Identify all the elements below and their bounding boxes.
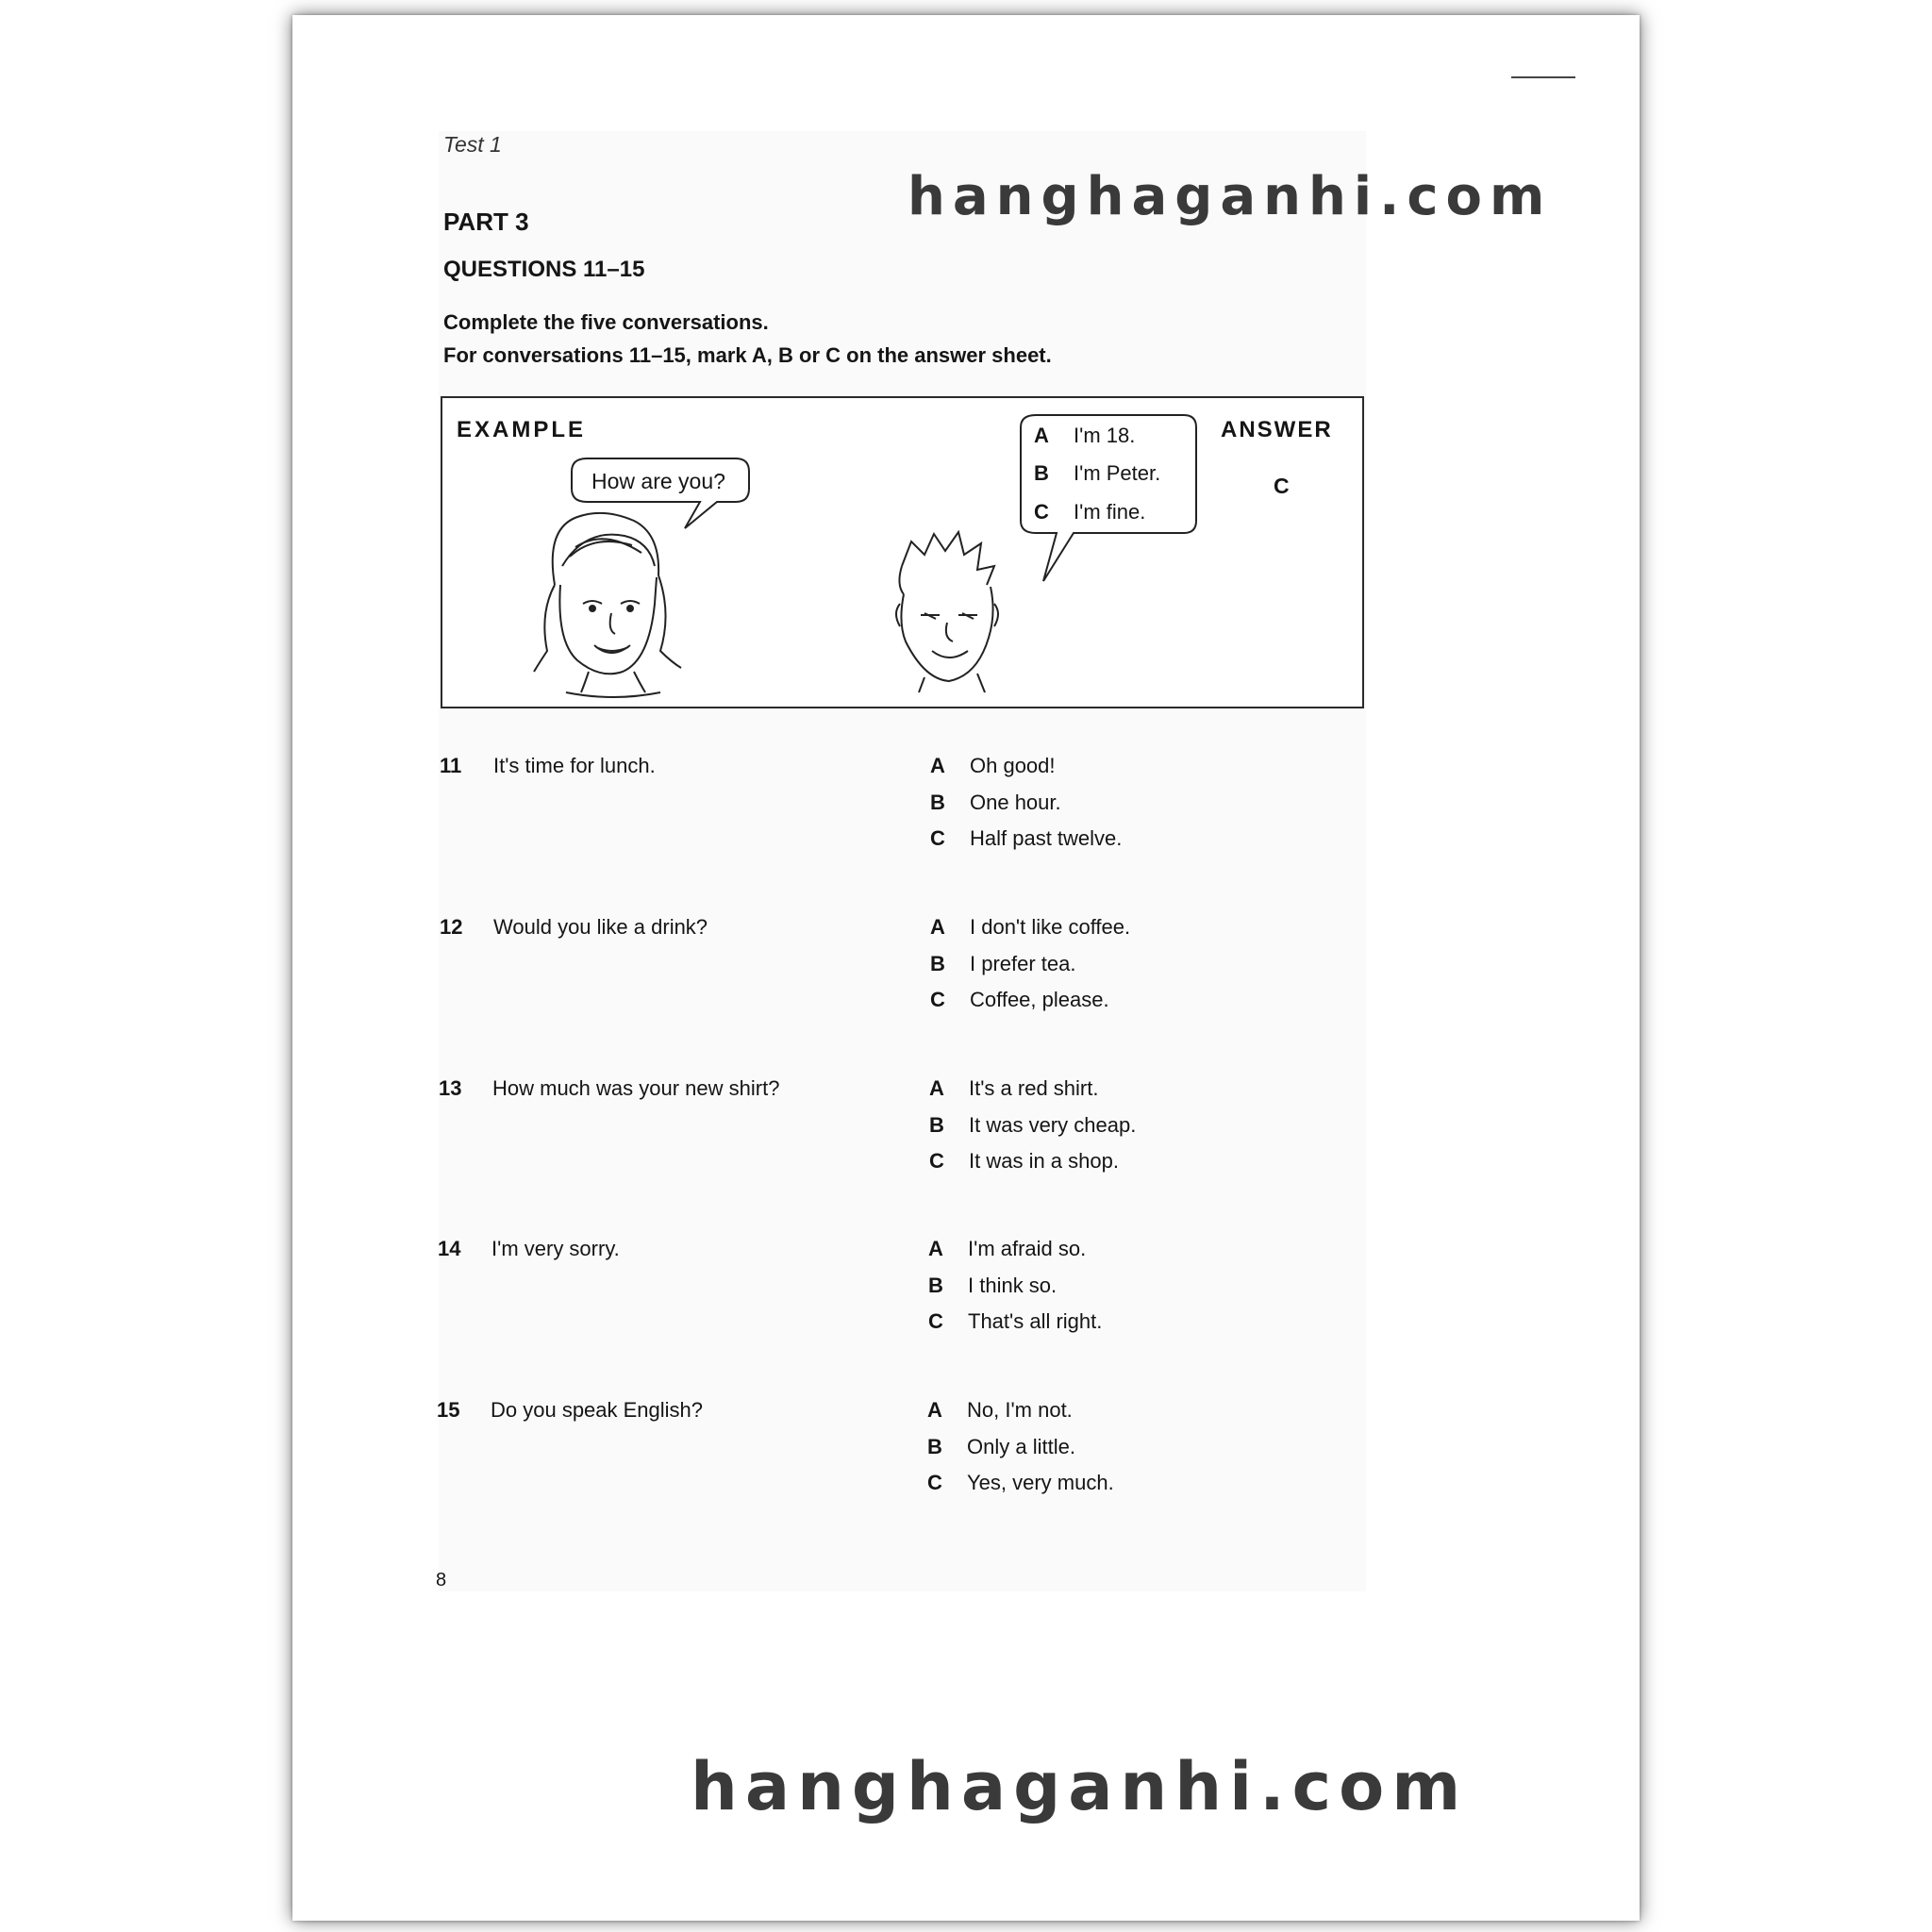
option-text: Coffee, please. bbox=[970, 988, 1109, 1011]
option-letter: B bbox=[928, 1274, 943, 1297]
example-option-letter: C bbox=[1034, 500, 1049, 524]
example-option-text: I'm Peter. bbox=[1074, 461, 1161, 485]
question-number: 14 bbox=[438, 1237, 461, 1260]
question-text: I'm very sorry. bbox=[491, 1237, 620, 1260]
woman-face-icon bbox=[534, 513, 681, 697]
option-letter: B bbox=[930, 791, 945, 814]
example-option-text: I'm 18. bbox=[1074, 424, 1136, 447]
option-text: It was in a shop. bbox=[969, 1149, 1119, 1173]
option-text: One hour. bbox=[970, 791, 1061, 814]
option-letter: A bbox=[927, 1398, 942, 1422]
option-text: I'm afraid so. bbox=[968, 1237, 1087, 1260]
watermark-top: hanghaganhi.com bbox=[908, 166, 1553, 227]
part-title: PART 3 bbox=[443, 208, 529, 236]
option-letter: A bbox=[930, 915, 945, 939]
option-letter: C bbox=[929, 1149, 944, 1173]
option-letter: A bbox=[928, 1237, 943, 1260]
option-letter: C bbox=[930, 826, 945, 850]
option-text: Only a little. bbox=[967, 1435, 1075, 1458]
question-number: 15 bbox=[437, 1398, 460, 1422]
question-text: Do you speak English? bbox=[491, 1398, 704, 1422]
man-face-icon bbox=[896, 532, 998, 692]
example-label: EXAMPLE bbox=[457, 417, 587, 442]
question-text: How much was your new shirt? bbox=[492, 1076, 780, 1100]
option-text: It was very cheap. bbox=[969, 1113, 1137, 1137]
answer-value: C bbox=[1274, 474, 1290, 498]
answer-label: ANSWER bbox=[1221, 417, 1333, 442]
question-number: 11 bbox=[440, 754, 462, 777]
option-text: Oh good! bbox=[970, 754, 1056, 777]
option-text: That's all right. bbox=[968, 1309, 1103, 1333]
question-text: Would you like a drink? bbox=[493, 915, 708, 939]
option-text: Half past twelve. bbox=[970, 826, 1123, 850]
option-letter: B bbox=[929, 1113, 944, 1137]
option-letter: C bbox=[927, 1471, 942, 1494]
page-number: 8 bbox=[436, 1570, 447, 1591]
option-text: I think so. bbox=[968, 1274, 1058, 1297]
option-letter: C bbox=[928, 1309, 943, 1333]
instruction-line-2: For conversations 11–15, mark A, B or C on the answer sheet. bbox=[443, 343, 1052, 367]
option-text: I prefer tea. bbox=[970, 952, 1076, 975]
option-text: No, I'm not. bbox=[967, 1398, 1073, 1422]
example-option-text: I'm fine. bbox=[1074, 500, 1146, 524]
option-letter: C bbox=[930, 988, 945, 1011]
option-letter: B bbox=[927, 1435, 942, 1458]
option-text: Yes, very much. bbox=[967, 1471, 1114, 1494]
questions-title: QUESTIONS 11–15 bbox=[443, 257, 645, 282]
example-option-letter: B bbox=[1034, 461, 1049, 485]
option-letter: A bbox=[929, 1076, 944, 1100]
instruction-line-1: Complete the five conversations. bbox=[443, 310, 769, 334]
example-prompt: How are you? bbox=[591, 469, 725, 493]
option-letter: B bbox=[930, 952, 945, 975]
question-number: 12 bbox=[440, 915, 463, 939]
question-number: 13 bbox=[439, 1076, 462, 1100]
option-letter: A bbox=[930, 754, 945, 777]
watermark-bottom: hanghaganhi.com bbox=[691, 1748, 1469, 1825]
option-text: It's a red shirt. bbox=[969, 1076, 1099, 1100]
example-option-letter: A bbox=[1034, 424, 1049, 447]
option-text: I don't like coffee. bbox=[970, 915, 1131, 939]
question-text: It's time for lunch. bbox=[493, 754, 656, 777]
test-label: Test 1 bbox=[443, 132, 502, 157]
